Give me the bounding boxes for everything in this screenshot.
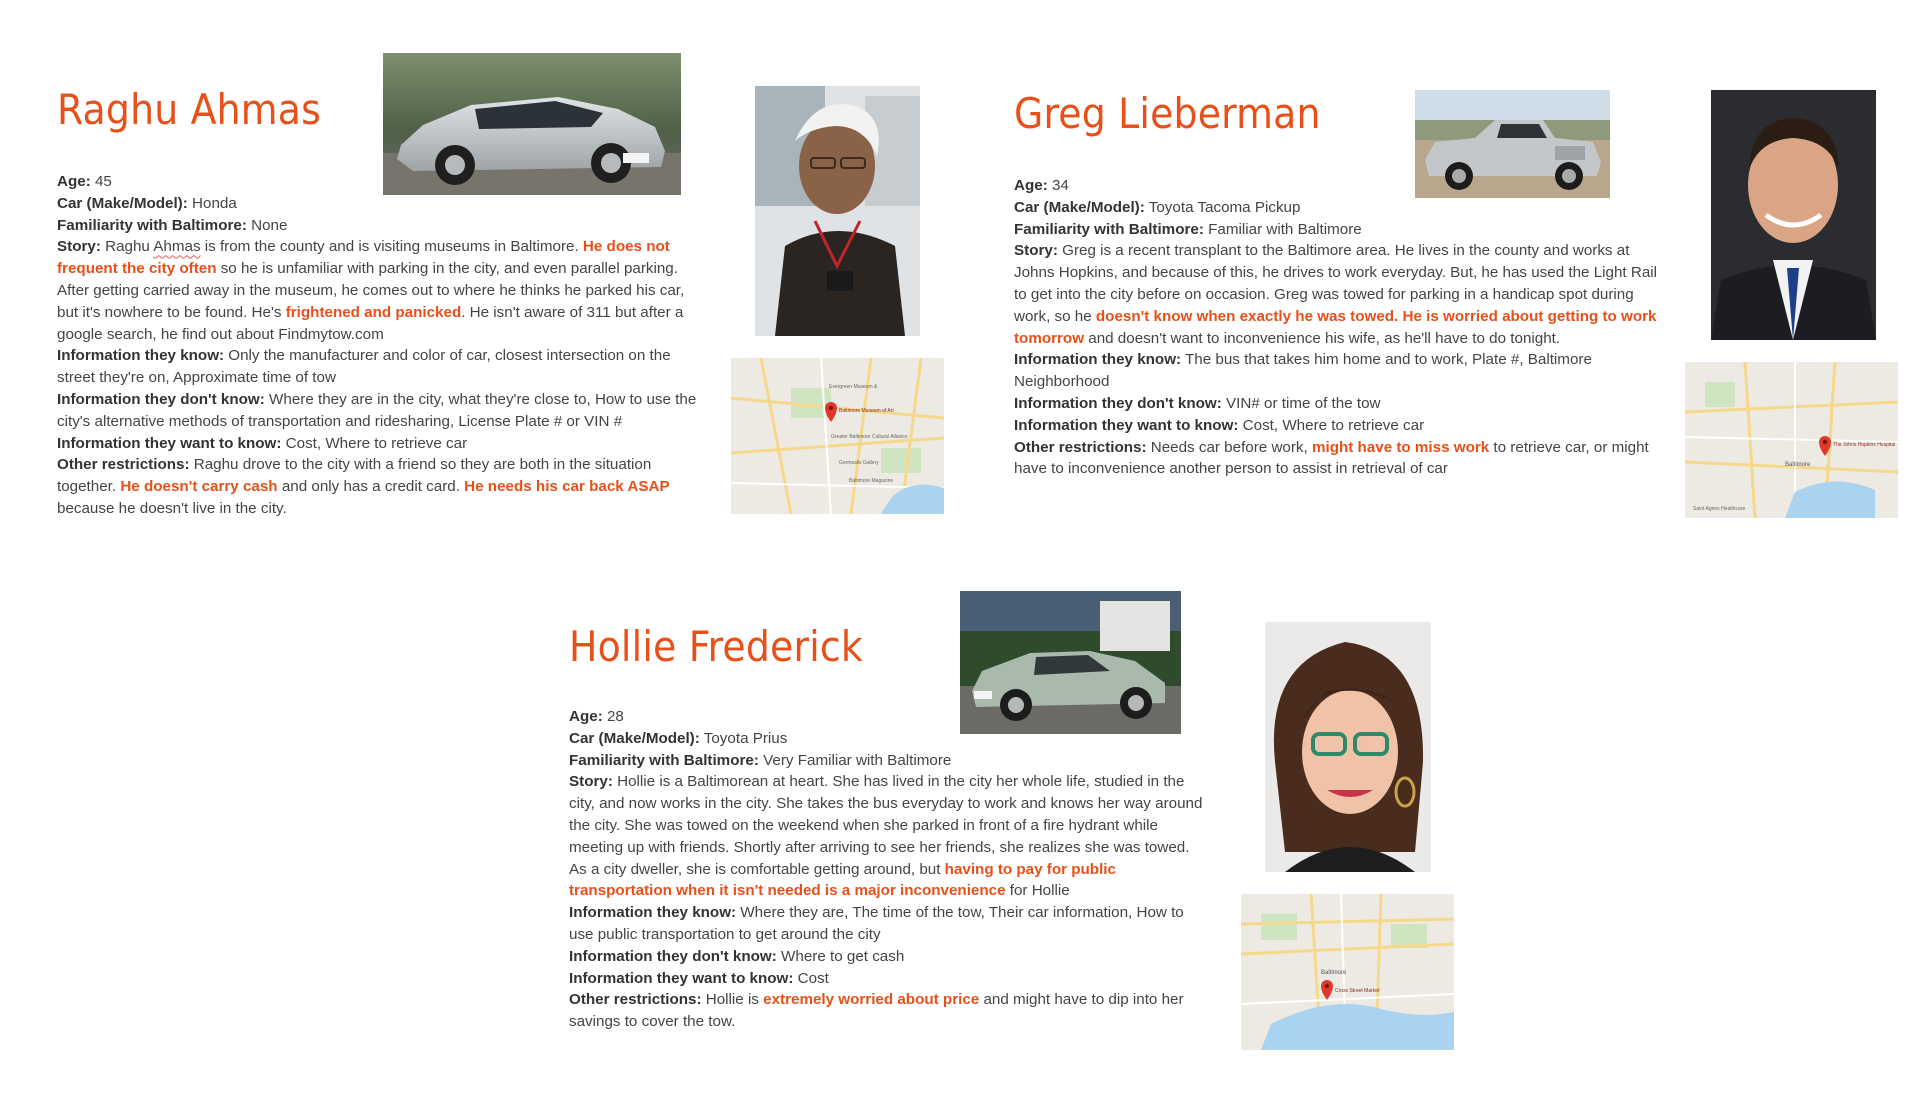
know-row: Information they know: Only the manufacturer and color of car, closest intersection on the street they're on, Approximate time of tow: [57, 347, 671, 387]
car-row: Car (Make/Model): Toyota Tacoma Pickup: [1014, 198, 1301, 216]
map-label: Cross Street Market: [1335, 988, 1380, 994]
highlight: having to pay for public transportation when it isn't needed is a major inconvenience: [569, 860, 1116, 900]
age-row: Age: 34: [1014, 177, 1069, 194]
dont-know-row: Information they don't know: VIN# or time of the tow: [1014, 394, 1381, 412]
persona-name: Raghu Ahmas: [57, 85, 322, 134]
story-row: Story: Greg is a recent transplant to the Baltimore area. He lives in the county and works at Johns Hopkins, and because of this, he drives to work everyday. But, he has used the Light Rail to get into the city before on occasion. Greg was towed for parking in a handicap spot during work, so he doesn't know when exactly he was towed. He is worried about getting to work tomorrow and doesn't want to inconvenience his wife, as he'll have to do tonight.: [1014, 242, 1658, 347]
map-label: Baltimore: [1321, 970, 1347, 976]
location-map: [1241, 894, 1454, 1050]
location-map: [1685, 362, 1898, 518]
want-row: Information they want to know: Cost: [569, 969, 829, 987]
highlight: He needs his car back ASAP: [464, 478, 670, 496]
map-label: Baltimore: [1785, 462, 1811, 468]
map-label: Greater Baltimore Cultural Alliance: [831, 434, 908, 440]
dont-know-row: Information they don't know: Where they are in the city, what they're close to, How to use the city's alternative methods of transportation and ridesharing, License Plate # or VIN #: [57, 390, 697, 430]
highlight: doesn't know when exactly he was towed. He is worried about getting to work tomorrow: [1014, 307, 1657, 347]
persona-portrait: [1265, 622, 1431, 872]
want-row: Information they want to know: Cost, Where to retrieve car: [1014, 416, 1425, 434]
restrictions-row: Other restrictions: Needs car before work, might have to miss work to retrieve car, or might have to inconvenience another person to assist in retrieval of car: [1014, 438, 1649, 478]
spellcheck-word: Ahmas: [153, 238, 201, 256]
know-row: Information they know: The bus that takes him home and to work, Plate #, Baltimore Neighborhood: [1014, 351, 1592, 391]
map-label: Saint Agnes Healthcare: [1693, 506, 1746, 512]
map-label: The Johns Hopkins Hospital: [1833, 442, 1896, 448]
familiarity-row: Familiarity with Baltimore: Familiar with Baltimore: [1014, 220, 1362, 238]
car-row: Car (Make/Model): Honda: [57, 194, 237, 212]
map-label: Gormsalls Gallery: [839, 460, 879, 466]
dont-know-row: Information they don't know: Where to get cash: [569, 947, 905, 965]
restrictions-row: Other restrictions: Hollie is extremely worried about price and might have to dip into her savings to cover the tow.: [569, 991, 1184, 1031]
restrictions-row: Other restrictions: Raghu drove to the city with a friend so they are both in the situation together. He doesn't carry cash and only has a credit card. He needs his car back ASAP because he doesn't live in the city.: [57, 456, 670, 517]
map-label: Baltimore Magazine: [849, 478, 894, 484]
car-row: Car (Make/Model): Toyota Prius: [569, 729, 788, 747]
map-label: Evergreen Museum &: [829, 384, 878, 390]
story-row: Story: Hollie is a Baltimorean at heart. She has lived in the city her whole life, studied in the city, and now works in the city. She takes the bus everyday to work and knows her way around the city. She was towed on the weekend when she parked in front of a fire hydrant while meeting up with friends. Shortly after arriving to see her friends, she realizes she was towed. As a city dweller, she is comfortable getting around, but having to pay for public transportation when it isn't needed is a major inconvenience for Hollie: [569, 773, 1203, 900]
age-row: Age: 28: [569, 708, 624, 725]
know-row: Information they know: Where they are, The time of the tow, Their car information, How to use public transportation to get around the city: [569, 904, 1184, 943]
highlight: frightened and panicked: [285, 303, 462, 321]
persona-details: [57, 171, 697, 520]
persona-name: Greg Lieberman: [1014, 89, 1321, 138]
persona-name: Hollie Frederick: [569, 622, 863, 671]
story-row: Story: Raghu Ahmas is from the county and is visiting museums in Baltimore. He does not frequent the city often so he is unfamiliar with parking in the city, and even parallel parking. After getting carried away in the museum, he comes out to where he thinks he parked his car, but it's nowhere to be found. He's frightened and panicked. He isn't aware of 311 but after a google search, he find out about Findmytow.com: [57, 238, 685, 343]
persona-details: [1014, 175, 1662, 480]
location-map: [731, 358, 944, 514]
persona-portrait: [755, 86, 920, 336]
want-row: Information they want to know: Cost, Where to retrieve car: [57, 434, 468, 452]
map-label: Baltimore Museum of Art: [839, 408, 894, 414]
age-row: Age: 45: [57, 173, 112, 190]
persona-portrait: [1711, 90, 1876, 340]
highlight: extremely worried about price: [763, 991, 980, 1009]
highlight: He does not frequent the city often: [57, 238, 670, 278]
familiarity-row: Familiarity with Baltimore: None: [57, 216, 288, 234]
highlight: He doesn't carry cash: [120, 478, 278, 496]
highlight: might have to miss work: [1311, 438, 1490, 456]
persona-details: [569, 706, 1206, 1033]
familiarity-row: Familiarity with Baltimore: Very Familiar with Baltimore: [569, 751, 952, 769]
